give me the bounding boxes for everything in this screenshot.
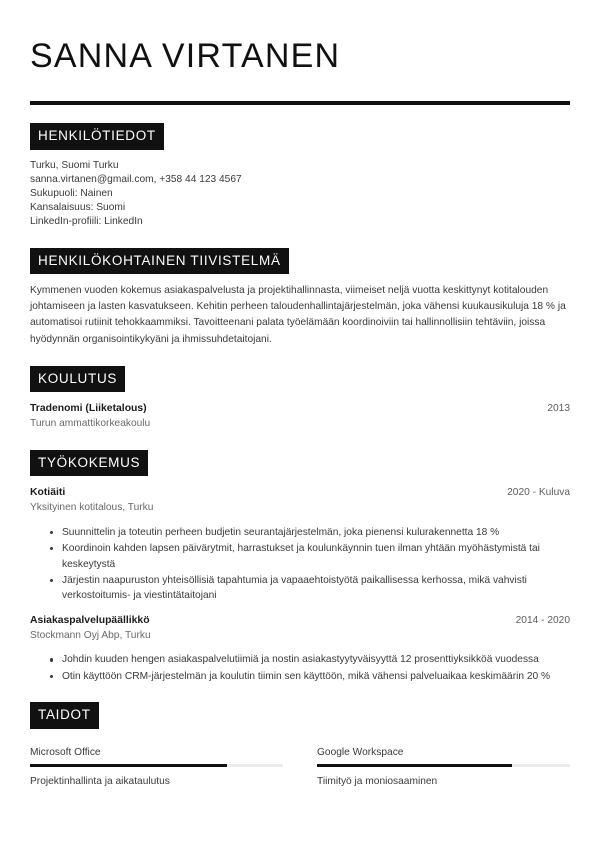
experience-date-range: 2014 - 2020 — [515, 614, 570, 626]
experience-entry — [30, 614, 570, 684]
page-title: SANNA VIRTANEN — [30, 37, 341, 75]
section-heading-education: KOULUTUS — [30, 366, 125, 393]
experience-bullet: Suunnittelin ja toteutin perheen budjetin seurantajärjestelmän, joka pienensi kulurakennetta 18 % — [50, 525, 570, 540]
skill-label: Microsoft Office — [30, 746, 101, 758]
summary-paragraph: Kymmenen vuoden kokemus asiakaspalvelusta ja projektihallinnasta, viimeiset neljä vuotta keskittynyt kotitalouden johtamiseen ja lasten kasvatukseen. Kehitin perheen taloudenhallintajärjestelmän, joka vähensi kuukausikuluja 18 % ja automatisoi rutiinit tehokkaammiksi. Tavoitteenani palata työelämään koordinoiviin tai hallinnollisiin tehtäviin, joissa hyödynnän organisointikykyäni ja ihmissuhdetaitojani. — [30, 285, 566, 345]
experience-date-range: 2020 - Kuluva — [507, 487, 570, 499]
section-education — [30, 366, 570, 432]
section-skills — [30, 702, 570, 789]
section-heading-skills: TAIDOT — [30, 702, 99, 729]
experience-bullet-list — [30, 652, 570, 684]
contact-line-location: Turku, Suomi Turku — [30, 159, 119, 171]
skills-grid — [30, 738, 570, 790]
contact-line-gender: Sukupuoli: Nainen — [30, 187, 113, 199]
education-institution: Turun ammattikorkeakoulu — [30, 418, 151, 430]
skill-item — [30, 767, 283, 789]
skill-item — [30, 738, 283, 768]
skill-item — [317, 738, 570, 768]
contact-line-nationality: Kansalaisuus: Suomi — [30, 202, 126, 214]
experience-entry-head — [30, 486, 570, 500]
contact-list — [30, 159, 570, 230]
experience-job-title: Kotiäiti — [30, 487, 66, 499]
contact-line-email-phone: sanna.virtanen@gmail.com, +358 44 123 4567 — [30, 173, 242, 185]
skill-label: Google Workspace — [317, 746, 404, 758]
experience-bullet: Johdin kuuden hengen asiakaspalvelutiimiä ja nostin asiakastyytyväisyyttä 12 prosenttiyksikköä vuodessa — [50, 652, 570, 667]
section-heading-experience: TYÖKOKEMUS — [30, 450, 148, 477]
education-year: 2013 — [547, 403, 570, 415]
name-header — [30, 0, 570, 105]
section-summary — [30, 248, 570, 348]
skill-label: Projektinhallinta ja aikataulutus — [30, 776, 170, 788]
experience-bullet-list — [30, 525, 570, 604]
experience-entry-head — [30, 614, 570, 628]
experience-job-title: Asiakaspalvelupäällikkö — [30, 614, 150, 626]
experience-bullet: Otin käyttöön CRM-järjestelmän ja koulutin tiimin sen käyttöön, mikä vähensi palveluaikaa keskimäärin 20 % — [50, 669, 570, 684]
section-personal-info — [30, 123, 570, 230]
skill-item — [317, 767, 570, 789]
education-entry — [30, 402, 570, 432]
contact-line-linkedin: LinkedIn-profiili: LinkedIn — [30, 216, 143, 228]
experience-entry — [30, 486, 570, 604]
header-divider — [30, 101, 570, 105]
education-entry-head — [30, 402, 570, 416]
experience-employer: Stockmann Oyj Abp, Turku — [30, 629, 151, 641]
skill-label: Tiimityö ja moniosaaminen — [317, 776, 438, 788]
section-heading-summary: HENKILÖKOHTAINEN TIIVISTELMÄ — [30, 248, 289, 275]
experience-bullet: Järjestin naapuruston yhteisöllisiä tapahtumia ja vapaaehtoistyötä paikallisessa kerhossa, mikä vahvisti verkostoitumis- ja viestintätaitojani — [50, 573, 570, 604]
experience-employer: Yksityinen kotitalous, Turku — [30, 502, 154, 514]
section-experience — [30, 450, 570, 684]
experience-bullet: Koordinoin kahden lapsen päivärytmit, harrastukset ja koulunkäynnin tuen ilman yhtään myöhästymistä tai keskeytystä — [50, 541, 570, 572]
section-heading-personal-info: HENKILÖTIEDOT — [30, 123, 164, 150]
education-degree: Tradenomi (Liiketalous) — [30, 403, 147, 415]
